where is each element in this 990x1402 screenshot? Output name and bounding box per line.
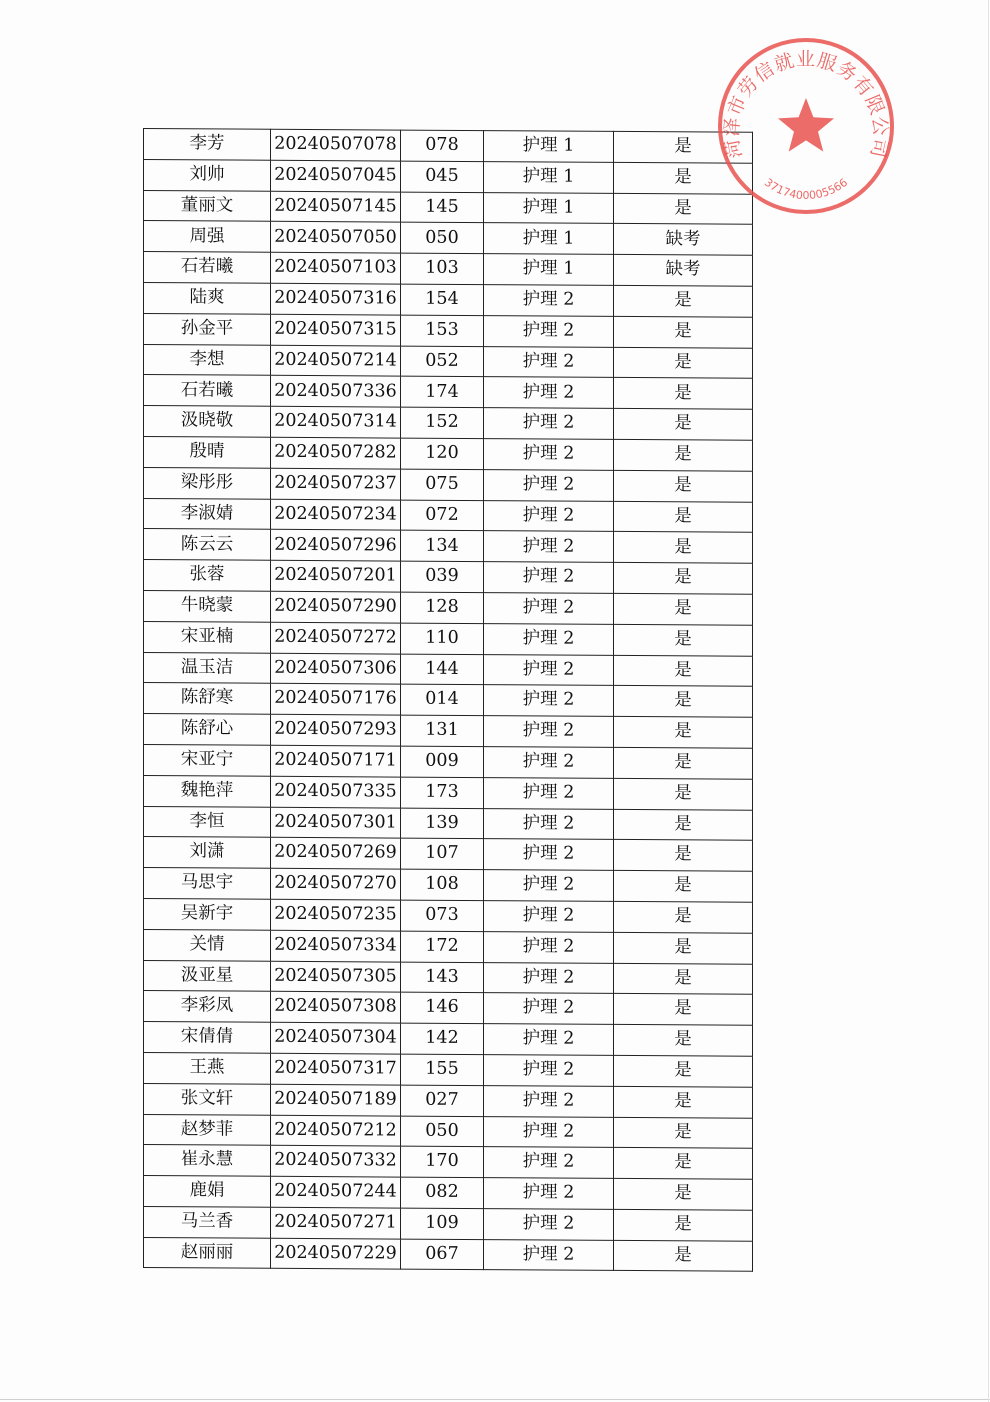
cell-name: 马兰香 — [144, 1206, 271, 1238]
cell-seat-no: 052 — [401, 346, 484, 377]
cell-status: 是 — [614, 717, 753, 749]
cell-status: 是 — [614, 901, 753, 933]
cell-major: 护理 2 — [484, 962, 614, 994]
cell-major: 护理 2 — [484, 901, 614, 933]
cell-name: 鹿娟 — [144, 1176, 271, 1208]
cell-exam-id: 20240507305 — [271, 961, 401, 993]
table-row — [144, 159, 753, 194]
cell-name: 陆爽 — [144, 282, 271, 314]
table-row — [144, 375, 753, 410]
cell-name: 赵梦菲 — [144, 1114, 271, 1146]
cell-seat-no: 014 — [401, 684, 484, 715]
table-row — [144, 621, 753, 656]
cell-status: 是 — [614, 131, 753, 163]
table-row — [144, 1176, 753, 1211]
cell-status: 是 — [614, 1055, 753, 1087]
cell-status: 是 — [614, 1117, 753, 1149]
cell-exam-id: 20240507176 — [271, 684, 401, 716]
cell-seat-no: 128 — [401, 592, 484, 623]
table-row — [144, 190, 753, 225]
cell-name: 孙金平 — [144, 313, 271, 345]
cell-major: 护理 2 — [484, 531, 614, 563]
scan-edge-bottom — [0, 1399, 990, 1400]
cell-name: 吴新宇 — [144, 898, 271, 930]
cell-name: 李想 — [144, 344, 271, 376]
cell-name: 石若曦 — [144, 375, 271, 407]
cell-status: 是 — [614, 1086, 753, 1118]
table-row — [144, 1052, 753, 1087]
cell-name: 张文轩 — [144, 1083, 271, 1115]
cell-major: 护理 2 — [484, 931, 614, 963]
cell-name: 陈云云 — [144, 529, 271, 561]
seal-company-text: 菏泽市劳信就业服务有限公司 — [720, 48, 892, 161]
cell-status: 是 — [614, 686, 753, 718]
cell-name: 陈舒寒 — [144, 683, 271, 715]
cell-major: 护理 2 — [484, 1208, 614, 1240]
cell-seat-no: 154 — [401, 284, 484, 315]
cell-exam-id: 20240507171 — [271, 745, 401, 777]
table-row — [144, 714, 753, 749]
table-row — [144, 498, 753, 533]
cell-seat-no: 152 — [401, 407, 484, 438]
cell-status: 是 — [614, 870, 753, 902]
cell-exam-id: 20240507045 — [271, 160, 401, 192]
table-row — [144, 129, 753, 164]
cell-exam-id: 20240507282 — [271, 437, 401, 469]
cell-status: 是 — [614, 347, 753, 379]
cell-exam-id: 20240507290 — [271, 591, 401, 623]
cell-major: 护理 2 — [484, 1147, 614, 1179]
results-table-body — [144, 129, 753, 1272]
cell-major: 护理 1 — [484, 161, 614, 193]
cell-name: 刘潇 — [144, 837, 271, 869]
table-row — [144, 1022, 753, 1057]
cell-status: 是 — [614, 747, 753, 779]
cell-seat-no: 170 — [401, 1146, 484, 1177]
cell-exam-id: 20240507214 — [271, 345, 401, 377]
cell-exam-id: 20240507237 — [271, 468, 401, 500]
cell-status: 是 — [614, 193, 753, 225]
cell-name: 李芳 — [144, 129, 271, 161]
cell-major: 护理 2 — [484, 1024, 614, 1056]
seal-star-icon — [778, 98, 834, 152]
cell-seat-no: 173 — [401, 777, 484, 808]
cell-name: 梁彤彤 — [144, 467, 271, 499]
cell-seat-no: 153 — [401, 315, 484, 346]
cell-exam-id: 20240507145 — [271, 191, 401, 223]
cell-major: 护理 1 — [484, 131, 614, 163]
cell-exam-id: 20240507271 — [271, 1207, 401, 1239]
cell-seat-no: 045 — [401, 161, 484, 192]
cell-exam-id: 20240507050 — [271, 222, 401, 254]
cell-major: 护理 2 — [484, 685, 614, 717]
table-row — [144, 775, 753, 810]
cell-name: 温玉洁 — [144, 652, 271, 684]
cell-seat-no: 120 — [401, 438, 484, 469]
cell-status: 是 — [614, 470, 753, 502]
cell-status: 是 — [614, 840, 753, 872]
cell-major: 护理 2 — [484, 870, 614, 902]
cell-seat-no: 108 — [401, 869, 484, 900]
table-row — [144, 744, 753, 779]
table-row — [144, 221, 753, 256]
table-row — [144, 252, 753, 287]
cell-exam-id: 20240507235 — [271, 899, 401, 931]
cell-exam-id: 20240507301 — [271, 807, 401, 839]
cell-status: 是 — [614, 932, 753, 964]
cell-seat-no: 050 — [401, 1116, 484, 1147]
table-row — [144, 898, 753, 933]
cell-exam-id: 20240507315 — [271, 314, 401, 346]
cell-major: 护理 2 — [484, 500, 614, 532]
cell-exam-id: 20240507189 — [271, 1084, 401, 1116]
cell-exam-id: 20240507308 — [271, 992, 401, 1024]
cell-status: 是 — [614, 532, 753, 564]
table-row — [144, 560, 753, 595]
cell-major: 护理 2 — [484, 439, 614, 471]
scan-edge-right — [988, 0, 989, 1402]
cell-seat-no: 134 — [401, 530, 484, 561]
table-row — [144, 683, 753, 718]
cell-seat-no: 143 — [401, 962, 484, 993]
cell-exam-id: 20240507212 — [271, 1115, 401, 1147]
cell-major: 护理 2 — [484, 839, 614, 871]
cell-name: 王燕 — [144, 1052, 271, 1084]
cell-seat-no: 009 — [401, 746, 484, 777]
cell-exam-id: 20240507201 — [271, 560, 401, 592]
cell-name: 魏艳萍 — [144, 775, 271, 807]
cell-exam-id: 20240507317 — [271, 1053, 401, 1085]
table-row — [144, 1145, 753, 1180]
cell-seat-no: 078 — [401, 130, 484, 161]
cell-exam-id: 20240507229 — [271, 1238, 401, 1270]
cell-major: 护理 1 — [484, 192, 614, 224]
cell-major: 护理 2 — [484, 1116, 614, 1148]
cell-name: 李恒 — [144, 806, 271, 838]
cell-major: 护理 2 — [484, 1178, 614, 1210]
cell-seat-no: 144 — [401, 654, 484, 685]
cell-name: 李淑婧 — [144, 498, 271, 530]
results-table-wrapper — [143, 128, 751, 1272]
cell-seat-no: 082 — [401, 1177, 484, 1208]
cell-name: 李彩凤 — [144, 991, 271, 1023]
cell-exam-id: 20240507332 — [271, 1146, 401, 1178]
cell-seat-no: 109 — [401, 1208, 484, 1239]
table-row — [144, 1114, 753, 1149]
cell-major: 护理 2 — [484, 315, 614, 347]
cell-status: 是 — [614, 624, 753, 656]
cell-name: 张蓉 — [144, 560, 271, 592]
cell-status: 是 — [614, 1240, 753, 1272]
cell-status: 是 — [614, 1178, 753, 1210]
cell-status: 是 — [614, 1148, 753, 1180]
table-row — [144, 344, 753, 379]
table-row — [144, 1206, 753, 1241]
cell-major: 护理 2 — [484, 777, 614, 809]
cell-exam-id: 20240507078 — [271, 129, 401, 161]
table-row — [144, 837, 753, 872]
cell-status: 是 — [614, 963, 753, 995]
cell-name: 崔永慧 — [144, 1145, 271, 1177]
cell-status: 是 — [614, 994, 753, 1026]
cell-name: 石若曦 — [144, 252, 271, 284]
cell-status: 是 — [614, 809, 753, 841]
table-row — [144, 652, 753, 687]
cell-name: 汲晓敬 — [144, 406, 271, 438]
cell-exam-id: 20240507234 — [271, 499, 401, 531]
cell-seat-no: 027 — [401, 1085, 484, 1116]
table-row — [144, 313, 753, 348]
cell-name: 刘帅 — [144, 159, 271, 191]
table-row — [144, 467, 753, 502]
table-row — [144, 406, 753, 441]
cell-major: 护理 2 — [484, 408, 614, 440]
cell-seat-no: 155 — [401, 1054, 484, 1085]
cell-seat-no: 075 — [401, 469, 484, 500]
cell-status: 缺考 — [614, 224, 753, 256]
table-row — [144, 991, 753, 1026]
cell-status: 是 — [614, 285, 753, 317]
cell-major: 护理 1 — [484, 254, 614, 286]
cell-major: 护理 2 — [484, 1239, 614, 1271]
cell-status: 是 — [614, 655, 753, 687]
cell-name: 关情 — [144, 929, 271, 961]
cell-name: 马思宇 — [144, 868, 271, 900]
table-row — [144, 529, 753, 564]
cell-name: 宋倩倩 — [144, 1022, 271, 1054]
cell-seat-no: 039 — [401, 561, 484, 592]
cell-seat-no: 142 — [401, 1023, 484, 1054]
table-row — [144, 806, 753, 841]
cell-status: 是 — [614, 409, 753, 441]
cell-major: 护理 2 — [484, 808, 614, 840]
cell-seat-no: 172 — [401, 931, 484, 962]
cell-status: 是 — [614, 1209, 753, 1241]
results-table — [143, 128, 753, 1272]
table-row — [144, 960, 753, 995]
cell-status: 是 — [614, 563, 753, 595]
company-seal — [714, 34, 898, 218]
table-row — [144, 590, 753, 625]
cell-major: 护理 2 — [484, 623, 614, 655]
cell-exam-id: 20240507334 — [271, 930, 401, 962]
cell-name: 牛晓蒙 — [144, 590, 271, 622]
cell-name: 汲亚星 — [144, 960, 271, 992]
cell-name: 周强 — [144, 221, 271, 253]
cell-major: 护理 2 — [484, 716, 614, 748]
cell-major: 护理 2 — [484, 1085, 614, 1117]
cell-seat-no: 174 — [401, 376, 484, 407]
cell-name: 宋亚楠 — [144, 621, 271, 653]
cell-exam-id: 20240507272 — [271, 622, 401, 654]
cell-status: 是 — [614, 501, 753, 533]
table-row — [144, 282, 753, 317]
cell-seat-no: 146 — [401, 992, 484, 1023]
cell-seat-no: 145 — [401, 192, 484, 223]
cell-status: 缺考 — [614, 255, 753, 287]
cell-exam-id: 20240507269 — [271, 838, 401, 870]
cell-seat-no: 103 — [401, 253, 484, 284]
cell-exam-id: 20240507244 — [271, 1176, 401, 1208]
table-row — [144, 868, 753, 903]
cell-seat-no: 073 — [401, 900, 484, 931]
cell-major: 护理 2 — [484, 469, 614, 501]
cell-seat-no: 110 — [401, 623, 484, 654]
cell-name: 宋亚宁 — [144, 744, 271, 776]
cell-major: 护理 2 — [484, 654, 614, 686]
cell-exam-id: 20240507335 — [271, 776, 401, 808]
cell-major: 护理 2 — [484, 993, 614, 1025]
seal-code-text: 3717400005566 — [761, 175, 851, 203]
cell-major: 护理 2 — [484, 562, 614, 594]
cell-major: 护理 2 — [484, 747, 614, 779]
cell-exam-id: 20240507336 — [271, 376, 401, 408]
cell-major: 护理 2 — [484, 1054, 614, 1086]
cell-status: 是 — [614, 593, 753, 625]
table-row — [144, 1083, 753, 1118]
cell-name: 董丽文 — [144, 190, 271, 222]
table-row — [144, 1237, 753, 1272]
table-row — [144, 436, 753, 471]
cell-seat-no: 139 — [401, 808, 484, 839]
cell-name: 殷晴 — [144, 436, 271, 468]
cell-status: 是 — [614, 778, 753, 810]
cell-exam-id: 20240507103 — [271, 252, 401, 284]
cell-major: 护理 2 — [484, 593, 614, 625]
cell-status: 是 — [614, 439, 753, 471]
cell-seat-no: 067 — [401, 1239, 484, 1270]
cell-seat-no: 072 — [401, 500, 484, 531]
cell-major: 护理 2 — [484, 377, 614, 409]
cell-major: 护理 2 — [484, 346, 614, 378]
cell-name: 赵丽丽 — [144, 1237, 271, 1269]
cell-exam-id: 20240507314 — [271, 406, 401, 438]
cell-name: 陈舒心 — [144, 714, 271, 746]
cell-major: 护理 1 — [484, 223, 614, 255]
table-row — [144, 929, 753, 964]
cell-exam-id: 20240507296 — [271, 530, 401, 562]
cell-exam-id: 20240507304 — [271, 1022, 401, 1054]
cell-exam-id: 20240507293 — [271, 714, 401, 746]
cell-exam-id: 20240507270 — [271, 868, 401, 900]
cell-status: 是 — [614, 378, 753, 410]
cell-seat-no: 131 — [401, 715, 484, 746]
cell-exam-id: 20240507316 — [271, 283, 401, 315]
cell-seat-no: 050 — [401, 222, 484, 253]
cell-status: 是 — [614, 162, 753, 194]
cell-major: 护理 2 — [484, 285, 614, 317]
cell-status: 是 — [614, 1024, 753, 1056]
cell-status: 是 — [614, 316, 753, 348]
cell-exam-id: 20240507306 — [271, 653, 401, 685]
cell-seat-no: 107 — [401, 838, 484, 869]
